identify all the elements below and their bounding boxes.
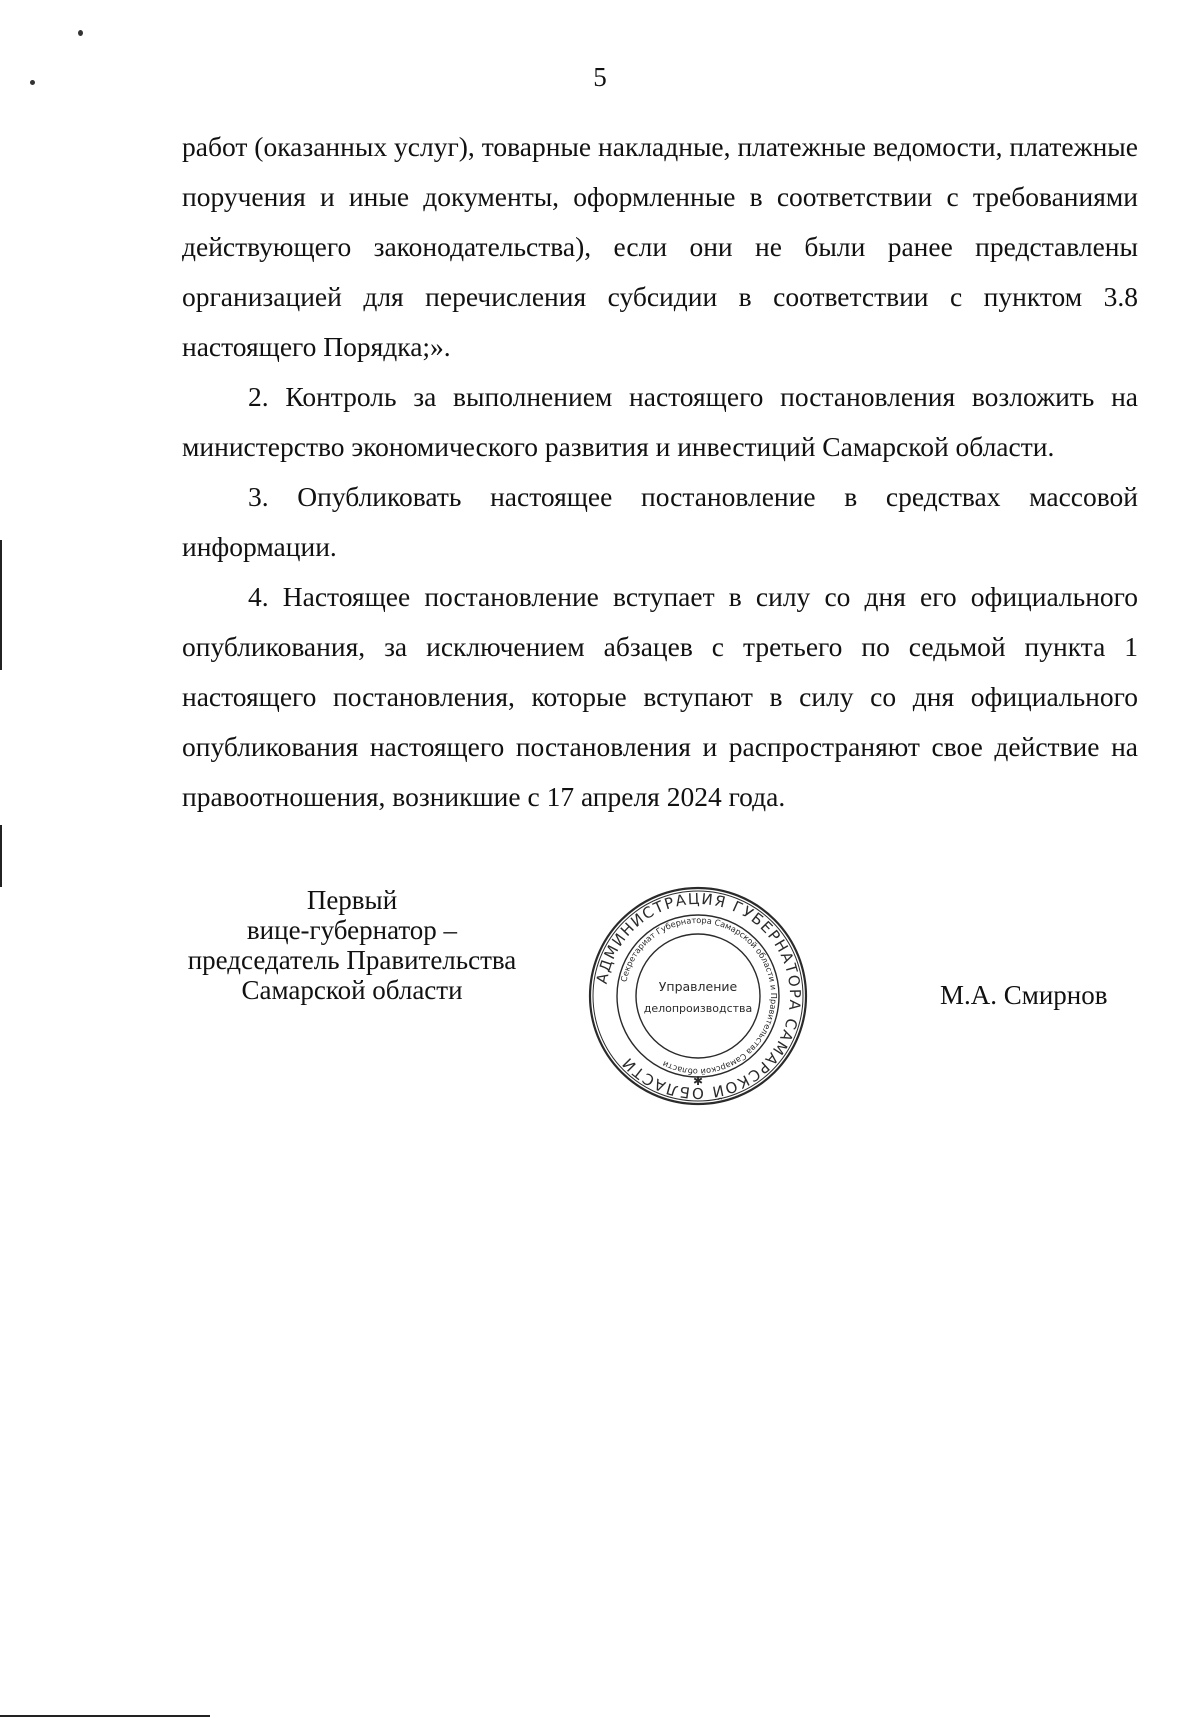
- signatory-title-line: Первый: [306, 885, 398, 915]
- signatory-title-line: председатель Правительства: [187, 945, 517, 975]
- stamp-center-line-1: Управление: [658, 979, 738, 994]
- page-number: 5: [593, 62, 607, 92]
- scan-edge-mark: [0, 540, 2, 670]
- stamp-star-separator: ✱: [692, 1074, 704, 1088]
- document-body: [182, 122, 1138, 822]
- scan-edge-mark: [0, 1715, 210, 1717]
- stamp-center-line-2: делопроизводства: [643, 1002, 753, 1015]
- signatory-name: М.А. Смирнов: [940, 980, 1108, 1010]
- stamp-graphic: [587, 885, 809, 1107]
- paragraph-item-4: 4. Настоящее постановление вступает в силу со дня его официального опубликования, за исключением абзацев с третьего по седьмой пункта 1 настоящего постановления, которые вступают в силу со дня официального опубликования настоящего постановления и распространяют свое действие на правоотношения, возникшие с 17 апреля 2024 года.: [182, 581, 1138, 812]
- scan-speck: [78, 30, 83, 36]
- stamp-inner-text: Секретариат Губернатора Самарской области и Правительства Самарской области: [618, 914, 780, 1078]
- signature-block: [0, 885, 1200, 1125]
- signatory-title-line: Самарской области: [241, 975, 463, 1005]
- official-stamp: [587, 885, 809, 1107]
- signatory-title: [172, 885, 532, 1005]
- stamp-outer-text: АДМИНИСТРАЦИЯ ГУБЕРНАТОРА САМАРСКОЙ ОБЛАСТИ: [592, 889, 805, 1103]
- signatory-title-line: вице-губернатор –: [246, 915, 458, 945]
- scan-speck: [30, 80, 35, 85]
- paragraph-continuation: работ (оказанных услуг), товарные накладные, платежные ведомости, платежные поручения и иные документы, оформленные в соответствии с требованиями действующего законодательства), если они не были ранее представлены организацией для перечисления субсидии в соответствии с пунктом 3.8 настоящего Порядка;».: [182, 131, 1138, 362]
- stamp-inner-ring: [636, 934, 760, 1058]
- scan-edge-mark: [0, 825, 2, 887]
- paragraph-item-3: 3. Опубликовать настоящее постановление в средствах массовой информации.: [182, 481, 1138, 562]
- paragraph-item-2: 2. Контроль за выполнением настоящего постановления возложить на министерство экономического развития и инвестиций Самарской области.: [182, 381, 1138, 462]
